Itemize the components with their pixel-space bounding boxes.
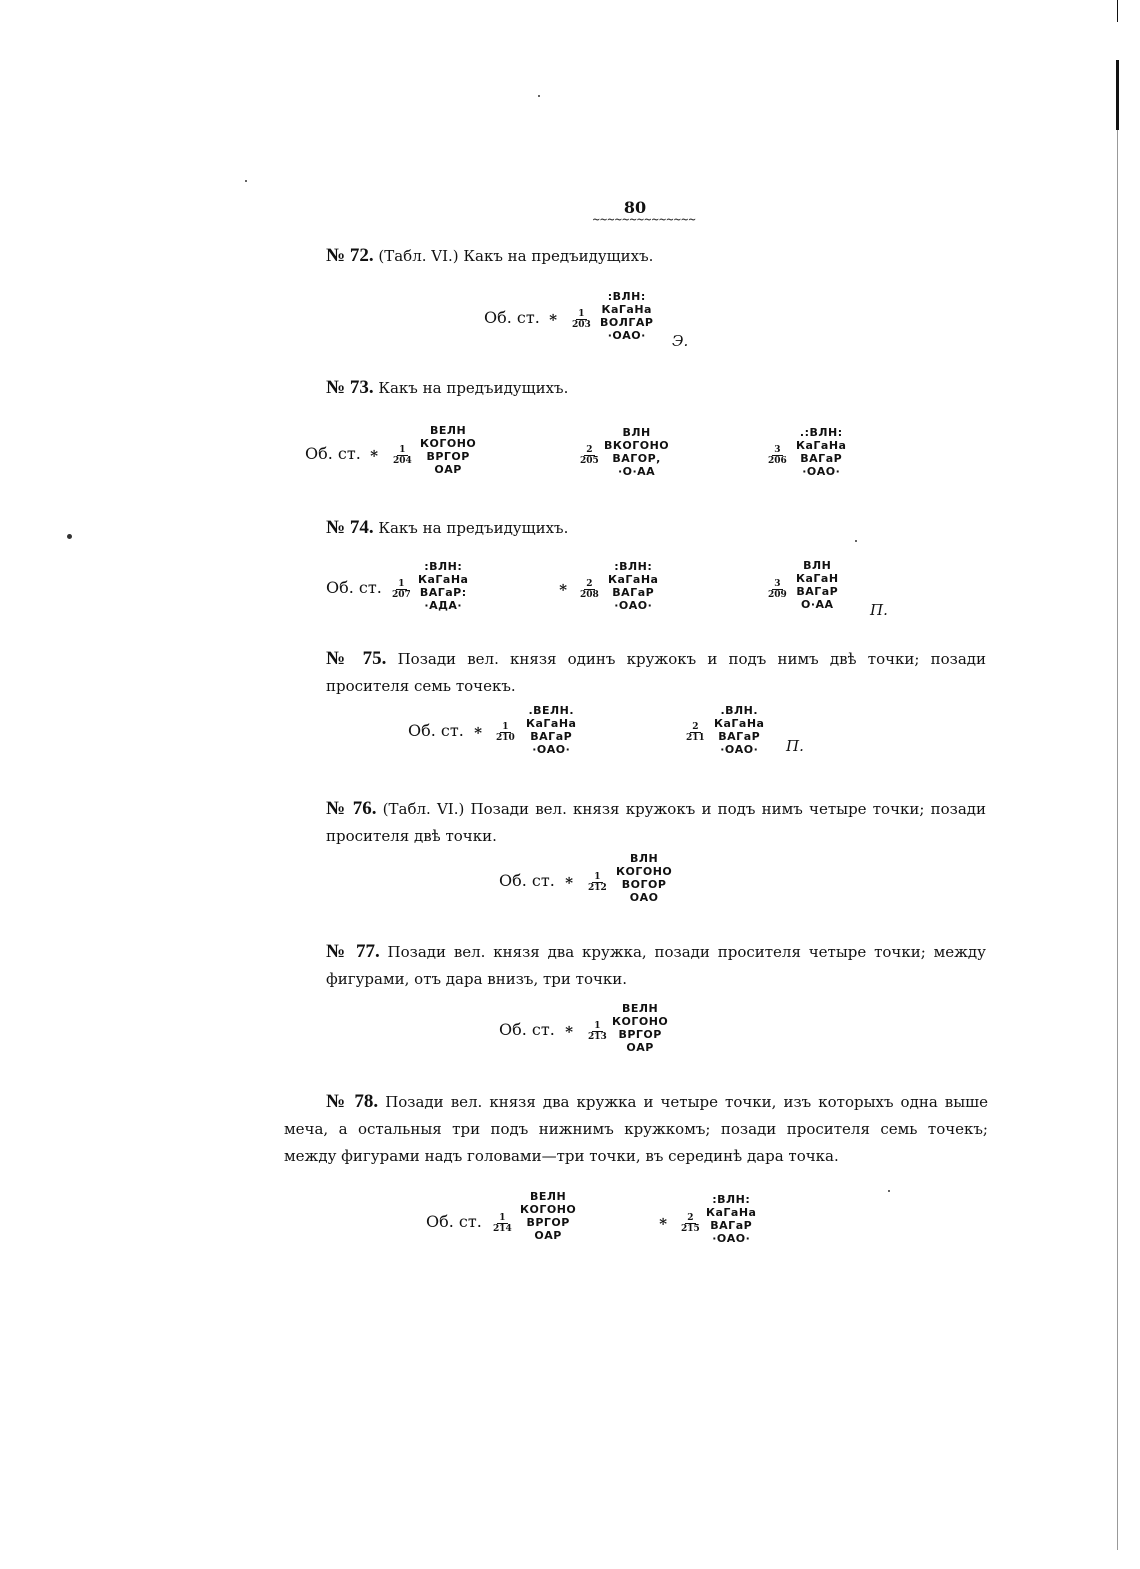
fraction-bottom: 212 (588, 883, 607, 893)
entry-text: Какъ на предъидущихъ. (378, 379, 569, 397)
coin-line: ВКОГОНО (604, 439, 670, 452)
coin-line: ·ОАО· (802, 465, 841, 478)
coin-line: .ВЕЛН. (528, 704, 575, 717)
fraction-bottom: 211 (686, 733, 705, 743)
coin-line: КОГОНО (420, 437, 477, 450)
star-mark: ∗ (558, 578, 569, 596)
star-mark: ∗ (564, 1020, 575, 1038)
coin-legend (714, 704, 764, 756)
entry-number: № 76. (326, 798, 377, 819)
entry-text: Позади вел. князя одинъ кружокъ и подъ нимъ двѣ точки; позади просителя семь точекъ. (326, 650, 986, 695)
coin-line: ВАГаР (612, 586, 655, 599)
coin-line: КаГаНа (796, 439, 847, 452)
coin-line: ВАГаР (796, 585, 839, 598)
coin-line: ВАГаР (800, 452, 843, 465)
fraction-top: 1 (399, 445, 406, 455)
coin-fraction (391, 445, 414, 466)
coin-line: ВОГОР (621, 878, 667, 891)
fraction-bottom: 210 (496, 733, 515, 743)
entry-72-heading (326, 242, 986, 270)
coin-line: :ВЛН: (712, 1193, 751, 1206)
coin-fraction (766, 445, 789, 466)
scan-speck (67, 534, 72, 539)
fraction-bottom: 206 (768, 456, 787, 466)
coin-fraction (570, 309, 593, 330)
coin-line: :ВЛН: (607, 290, 646, 303)
fraction-bottom: 203 (572, 320, 591, 330)
coin-legend (604, 426, 669, 478)
coin-fraction (494, 722, 517, 743)
coin-line: :ВЛН: (424, 560, 463, 573)
coin-line: ·ОАО· (532, 743, 571, 756)
star-mark: ∗ (564, 871, 575, 889)
coin-line: КаГаНа (608, 573, 659, 586)
fraction-bottom: 213 (588, 1032, 607, 1042)
coin-line: КОГОНО (612, 1015, 669, 1028)
coin-fraction (684, 722, 707, 743)
fraction-top: 1 (499, 1213, 506, 1223)
coin-line: ОАР (534, 1229, 562, 1242)
coin-line: ·ОАО· (607, 329, 646, 342)
fraction-bottom: 209 (768, 590, 787, 600)
coin-legend (520, 1190, 576, 1242)
entry-74-heading (326, 514, 986, 542)
coin-line: ·АДА· (424, 599, 463, 612)
fraction-top: 3 (774, 579, 781, 589)
page-number (592, 198, 696, 226)
ob-st-label: Об. ст. (408, 721, 464, 740)
coin-line: ·ОАО· (614, 599, 653, 612)
coin-line: ВЛН (622, 426, 651, 439)
coin-fraction (586, 872, 609, 893)
coin-line: ВЕЛН (622, 1002, 659, 1015)
fraction-top: 1 (594, 872, 601, 882)
fraction-bottom: 215 (681, 1224, 700, 1234)
entry-75-heading (326, 645, 986, 700)
coin-suffix: Э. (672, 332, 689, 350)
entry-73-heading (326, 374, 986, 402)
coin-fraction (390, 579, 413, 600)
fraction-bottom: 208 (580, 590, 599, 600)
coin-line: ОАР (434, 463, 462, 476)
fraction-bottom: 205 (580, 456, 599, 466)
coin-line: О·АА (801, 598, 834, 611)
coin-line: КОГОНО (520, 1203, 577, 1216)
coin-fraction (766, 579, 789, 600)
coin-line: КаГаНа (418, 573, 469, 586)
star-mark: ∗ (473, 721, 484, 739)
entry-text: Какъ на предъидущихъ. (378, 519, 569, 537)
ob-st-label: Об. ст. (499, 871, 555, 890)
fraction-top: 1 (398, 579, 405, 589)
entry-77-heading (326, 938, 986, 993)
page-number-ornament: ~~~~~~~~~~~~~~ (592, 215, 696, 226)
fraction-bottom: 204 (393, 456, 412, 466)
coin-suffix: П. (870, 601, 888, 619)
scan-speck (888, 1190, 890, 1192)
ob-st-label: Об. ст. (484, 308, 540, 327)
star-mark: ∗ (369, 444, 380, 462)
fraction-top: 1 (502, 722, 509, 732)
coin-line: КОГОНО (616, 865, 673, 878)
coin-legend (418, 560, 468, 612)
coin-line: ·ОАО· (720, 743, 759, 756)
fraction-top: 1 (578, 309, 585, 319)
fraction-bottom: 207 (392, 590, 411, 600)
coin-line: ВРГОР (526, 1216, 570, 1229)
coin-line: КаГаНа (714, 717, 765, 730)
coin-legend (796, 426, 846, 478)
scan-speck (245, 180, 247, 182)
coin-line: ВРГОР (426, 450, 470, 463)
entry-number: № 78. (326, 1091, 379, 1112)
coin-legend (796, 559, 839, 611)
fraction-bottom: 214 (493, 1224, 512, 1234)
entry-76-heading (326, 795, 986, 850)
ob-st-label: Об. ст. (305, 444, 361, 463)
coin-line: КаГаНа (526, 717, 577, 730)
coin-fraction (578, 579, 601, 600)
coin-line: КаГаНа (601, 303, 652, 316)
coin-fraction (491, 1213, 514, 1234)
coin-legend (526, 704, 576, 756)
coin-legend (616, 852, 672, 904)
entry-number: № 75. (326, 648, 387, 669)
entry-text: Позади вел. князя два кружка, позади просителя четыре точки; между фигурами, отъ дара внизъ, три точки. (326, 943, 986, 988)
coin-legend (608, 560, 658, 612)
entry-number: № 73. (326, 377, 374, 398)
entry-number: № 77. (326, 941, 380, 962)
coin-line: ВРГОР (618, 1028, 662, 1041)
scan-speck (538, 95, 540, 97)
coin-line: ВАГаР (718, 730, 761, 743)
coin-line: .ВЛН. (720, 704, 759, 717)
fraction-top: 1 (594, 1021, 601, 1031)
coin-fraction (679, 1213, 702, 1234)
entry-number: № 72. (326, 245, 374, 266)
coin-line: КаГаН (796, 572, 839, 585)
entry-text: (Табл. VI.) Какъ на предъидущихъ. (378, 247, 654, 265)
coin-legend (612, 1002, 668, 1054)
star-mark: ∗ (548, 308, 559, 326)
entry-78-heading (284, 1088, 988, 1170)
scan-edge-line (1117, 0, 1118, 22)
coin-line: ·О·АА (617, 465, 656, 478)
coin-line: ·ОАО· (712, 1232, 751, 1245)
coin-legend (706, 1193, 756, 1245)
star-mark: ∗ (658, 1212, 669, 1230)
coin-fraction (578, 445, 601, 466)
fraction-top: 2 (586, 445, 593, 455)
scan-edge-line (1117, 130, 1118, 1550)
scan-speck (855, 540, 857, 542)
ob-st-label: Об. ст. (426, 1212, 482, 1231)
coin-line: ВЕЛН (430, 424, 467, 437)
fraction-top: 3 (774, 445, 781, 455)
coin-legend (420, 424, 476, 476)
coin-legend (600, 290, 653, 342)
coin-line: :ВЛН: (614, 560, 653, 573)
coin-line: ОАР (626, 1041, 654, 1054)
ob-st-label: Об. ст. (326, 578, 382, 597)
coin-line: ВЕЛН (530, 1190, 567, 1203)
entry-text: Позади вел. князя два кружка и четыре точки, изъ которыхъ одна выше меча, а остальныя три подъ нижнимъ кружкомъ; позади просителя семь точекъ; между фигурами надъ головами—три точки, въ серединѣ дара точка. (284, 1093, 989, 1165)
coin-line: ВАГаР (530, 730, 573, 743)
coin-suffix: П. (786, 737, 804, 755)
coin-line: ВОЛГАР (600, 316, 654, 329)
coin-line: ВАГОР, (612, 452, 661, 465)
coin-line: ВЛН (803, 559, 832, 572)
coin-line: ВАГаР: (419, 586, 467, 599)
coin-line: .:ВЛН: (799, 426, 843, 439)
coin-line: КаГаНа (706, 1206, 757, 1219)
coin-line: ВЛН (630, 852, 659, 865)
page-number-text: 80 (623, 198, 647, 217)
coin-line: ВАГаР (710, 1219, 753, 1232)
coin-fraction (586, 1021, 609, 1042)
fraction-top: 2 (692, 722, 699, 732)
fraction-top: 2 (687, 1213, 694, 1223)
fraction-top: 2 (586, 579, 593, 589)
entry-text: (Табл. VI.) Позади вел. князя кружокъ и подъ нимъ четыре точки; позади просителя двѣ точки. (326, 800, 986, 845)
entry-number: № 74. (326, 517, 374, 538)
coin-line: ОАО (629, 891, 659, 904)
ob-st-label: Об. ст. (499, 1020, 555, 1039)
scan-edge-line (1116, 60, 1119, 130)
